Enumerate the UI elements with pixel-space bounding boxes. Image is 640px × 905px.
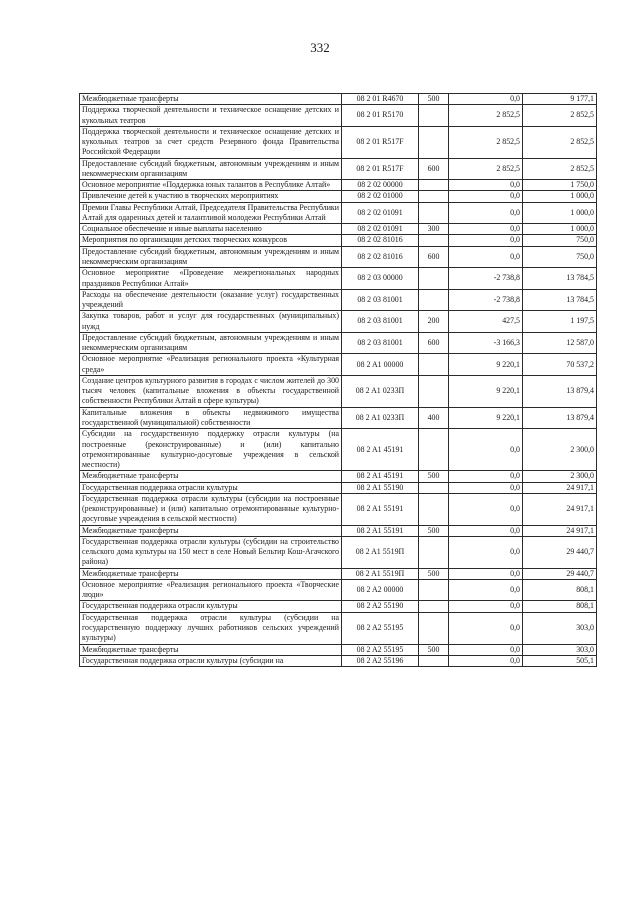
expense-name-cell: Мероприятия по организации детских творческих конкурсов [80, 235, 342, 246]
total-amount-cell: 24 917,1 [523, 482, 597, 493]
table-row [80, 354, 597, 376]
total-amount-cell: 303,0 [523, 644, 597, 655]
table-row [80, 246, 597, 268]
total-amount-cell: 12 587,0 [523, 332, 597, 354]
table-row [80, 568, 597, 579]
classification-code-cell: 08 2 A2 55195 [342, 644, 419, 655]
expense-type-cell [419, 375, 449, 407]
total-amount-cell: 303,0 [523, 612, 597, 644]
change-amount-cell: 0,0 [449, 224, 523, 235]
total-amount-cell: 1 000,0 [523, 224, 597, 235]
expense-type-cell: 300 [419, 224, 449, 235]
total-amount-cell: 1 197,5 [523, 311, 597, 333]
classification-code-cell: 08 2 03 81001 [342, 332, 419, 354]
change-amount-cell: 0,0 [449, 471, 523, 482]
expense-type-cell [419, 126, 449, 158]
expense-type-cell: 500 [419, 94, 449, 105]
expense-type-cell: 500 [419, 525, 449, 536]
expense-name-cell: Государственная поддержка отрасли культуры [80, 482, 342, 493]
change-amount-cell: -2 738,8 [449, 268, 523, 290]
table-row [80, 94, 597, 105]
expense-type-cell: 600 [419, 332, 449, 354]
change-amount-cell: 0,0 [449, 246, 523, 268]
change-amount-cell: 2 852,5 [449, 126, 523, 158]
expense-type-cell [419, 601, 449, 612]
total-amount-cell: 2 852,5 [523, 126, 597, 158]
table-row [80, 493, 597, 525]
expense-name-cell: Основное мероприятие «Реализация регионального проекта «Культурная среда» [80, 354, 342, 376]
total-amount-cell: 1 750,0 [523, 180, 597, 191]
expense-type-cell [419, 579, 449, 601]
expense-type-cell [419, 429, 449, 471]
total-amount-cell: 750,0 [523, 235, 597, 246]
expense-type-cell [419, 655, 449, 666]
expense-type-cell [419, 180, 449, 191]
classification-code-cell: 08 2 A2 55190 [342, 601, 419, 612]
expense-name-cell: Государственная поддержка отрасли культуры [80, 601, 342, 612]
table-row [80, 601, 597, 612]
change-amount-cell: 0,0 [449, 202, 523, 224]
total-amount-cell: 2 300,0 [523, 429, 597, 471]
classification-code-cell: 08 2 A2 55195 [342, 612, 419, 644]
classification-code-cell: 08 2 A1 5519П [342, 536, 419, 568]
expense-name-cell: Основное мероприятие «Реализация регионального проекта «Творческие люди» [80, 579, 342, 601]
table-row [80, 429, 597, 471]
table-row [80, 311, 597, 333]
change-amount-cell: 9 220,1 [449, 407, 523, 429]
total-amount-cell: 505,1 [523, 655, 597, 666]
classification-code-cell: 08 2 02 00000 [342, 180, 419, 191]
budget-table [79, 93, 597, 667]
change-amount-cell: 0,0 [449, 601, 523, 612]
expense-name-cell: Государственная поддержка отрасли культуры (субсидии на строительство сельского дома культуры на 150 мест в селе Новый Бельтир Кош-Агачского района) [80, 536, 342, 568]
expense-name-cell: Основное мероприятие «Поддержка юных талантов в Республике Алтай» [80, 180, 342, 191]
classification-code-cell: 08 2 02 01091 [342, 224, 419, 235]
classification-code-cell: 08 2 02 81016 [342, 235, 419, 246]
table-row [80, 224, 597, 235]
classification-code-cell: 08 2 A1 55191 [342, 525, 419, 536]
classification-code-cell: 08 2 01 R5170 [342, 105, 419, 127]
change-amount-cell: 0,0 [449, 612, 523, 644]
expense-name-cell: Межбюджетные трансферты [80, 568, 342, 579]
table-row [80, 268, 597, 290]
expense-type-cell [419, 105, 449, 127]
classification-code-cell: 08 2 A1 55190 [342, 482, 419, 493]
table-row [80, 289, 597, 311]
classification-code-cell: 08 2 02 01091 [342, 202, 419, 224]
change-amount-cell: 0,0 [449, 525, 523, 536]
expense-type-cell [419, 289, 449, 311]
expense-name-cell: Предоставление субсидий бюджетным, автономным учреждениям и иным некоммерческим организациям [80, 332, 342, 354]
expense-type-cell [419, 235, 449, 246]
change-amount-cell: 2 852,5 [449, 105, 523, 127]
expense-name-cell: Государственная поддержка отрасли культуры (субсидии на [80, 655, 342, 666]
total-amount-cell: 13 784,5 [523, 289, 597, 311]
expense-name-cell: Капитальные вложения в объекты недвижимого имущества государственной (муниципальной) собственности [80, 407, 342, 429]
expense-name-cell: Государственная поддержка отрасли культуры (субсидии на государственную поддержку лучших работников сельских учреждений культуры) [80, 612, 342, 644]
change-amount-cell: 0,0 [449, 482, 523, 493]
table-row [80, 332, 597, 354]
table-row [80, 235, 597, 246]
change-amount-cell: 0,0 [449, 429, 523, 471]
expense-name-cell: Межбюджетные трансферты [80, 471, 342, 482]
expense-type-cell [419, 191, 449, 202]
table-row [80, 536, 597, 568]
expense-name-cell: Закупка товаров, работ и услуг для государственных (муниципальных) нужд [80, 311, 342, 333]
table-row [80, 375, 597, 407]
expense-name-cell: Межбюджетные трансферты [80, 644, 342, 655]
table-row [80, 180, 597, 191]
classification-code-cell: 08 2 01 R517F [342, 126, 419, 158]
expense-name-cell: Межбюджетные трансферты [80, 94, 342, 105]
total-amount-cell: 70 537,2 [523, 354, 597, 376]
expense-name-cell: Социальное обеспечение и иные выплаты населению [80, 224, 342, 235]
change-amount-cell: 0,0 [449, 235, 523, 246]
expense-name-cell: Расходы на обеспечение деятельности (оказание услуг) государственных учреждений [80, 289, 342, 311]
expense-name-cell: Привлечение детей к участию в творческих мероприятиях [80, 191, 342, 202]
change-amount-cell: 0,0 [449, 191, 523, 202]
total-amount-cell: 2 300,0 [523, 471, 597, 482]
expense-name-cell: Основное мероприятие «Проведение межрегиональных народных праздников Республики Алтай» [80, 268, 342, 290]
expense-name-cell: Предоставление субсидий бюджетным, автономным учреждениям и иным некоммерческим организациям [80, 158, 342, 180]
table-row [80, 407, 597, 429]
expense-name-cell: Создание центров культурного развития в городах с числом жителей до 300 тысяч человек (капитальные вложения в объекты государственной собственности Республики Алтай в сфере культуры) [80, 375, 342, 407]
change-amount-cell: 427,5 [449, 311, 523, 333]
change-amount-cell: 0,0 [449, 655, 523, 666]
expense-type-cell [419, 354, 449, 376]
total-amount-cell: 750,0 [523, 246, 597, 268]
change-amount-cell: 0,0 [449, 94, 523, 105]
table-row [80, 105, 597, 127]
total-amount-cell: 24 917,1 [523, 525, 597, 536]
change-amount-cell: 2 852,5 [449, 158, 523, 180]
classification-code-cell: 08 2 01 R4670 [342, 94, 419, 105]
expense-name-cell: Поддержка творческой деятельности и техническое оснащение детских и кукольных театров за счет средств Резервного фонда Правительства Российской Федерации [80, 126, 342, 158]
classification-code-cell: 08 2 A2 00000 [342, 579, 419, 601]
classification-code-cell: 08 2 A1 45191 [342, 429, 419, 471]
expense-type-cell [419, 536, 449, 568]
total-amount-cell: 2 852,5 [523, 105, 597, 127]
expense-type-cell: 400 [419, 407, 449, 429]
expense-type-cell: 200 [419, 311, 449, 333]
table-row [80, 525, 597, 536]
change-amount-cell: 0,0 [449, 644, 523, 655]
expense-name-cell: Предоставление субсидий бюджетным, автономным учреждениям и иным некоммерческим организациям [80, 246, 342, 268]
expense-type-cell [419, 612, 449, 644]
classification-code-cell: 08 2 03 81001 [342, 311, 419, 333]
change-amount-cell: 9 220,1 [449, 375, 523, 407]
change-amount-cell: 0,0 [449, 579, 523, 601]
expense-type-cell [419, 493, 449, 525]
classification-code-cell: 08 2 A1 0233П [342, 407, 419, 429]
expense-name-cell: Премии Главы Республики Алтай, Председателя Правительства Республики Алтай для одаренных детей и талантливой молодежи Республики Алтай [80, 202, 342, 224]
total-amount-cell: 24 917,1 [523, 493, 597, 525]
classification-code-cell: 08 2 A1 0233П [342, 375, 419, 407]
change-amount-cell: 9 220,1 [449, 354, 523, 376]
classification-code-cell: 08 2 A1 45191 [342, 471, 419, 482]
classification-code-cell: 08 2 A2 55196 [342, 655, 419, 666]
table-row [80, 202, 597, 224]
classification-code-cell: 08 2 02 01000 [342, 191, 419, 202]
expense-type-cell [419, 268, 449, 290]
classification-code-cell: 08 2 A1 55191 [342, 493, 419, 525]
classification-code-cell: 08 2 03 81001 [342, 289, 419, 311]
table-row [80, 471, 597, 482]
total-amount-cell: 29 440,7 [523, 536, 597, 568]
table-row [80, 612, 597, 644]
change-amount-cell: 0,0 [449, 180, 523, 191]
total-amount-cell: 2 852,5 [523, 158, 597, 180]
table-row [80, 191, 597, 202]
total-amount-cell: 13 784,5 [523, 268, 597, 290]
table-row [80, 126, 597, 158]
expense-name-cell: Государственная поддержка отрасли культуры (субсидии на построенные (реконструированные) и (или) капитально отремонтированные культурно-досуговые учреждения в сельской местности) [80, 493, 342, 525]
total-amount-cell: 808,1 [523, 579, 597, 601]
expense-type-cell [419, 482, 449, 493]
classification-code-cell: 08 2 01 R517F [342, 158, 419, 180]
change-amount-cell: -3 166,3 [449, 332, 523, 354]
table-row [80, 158, 597, 180]
total-amount-cell: 13 879,4 [523, 375, 597, 407]
table-row [80, 482, 597, 493]
total-amount-cell: 29 440,7 [523, 568, 597, 579]
total-amount-cell: 9 177,1 [523, 94, 597, 105]
change-amount-cell: 0,0 [449, 568, 523, 579]
classification-code-cell: 08 2 A1 5519П [342, 568, 419, 579]
change-amount-cell: -2 738,8 [449, 289, 523, 311]
table-row [80, 579, 597, 601]
expense-name-cell: Субсидии на государственную поддержку отрасли культуры (на построенные (реконструированные) и (или) капитально отремонтированные культурно-досуговые учреждения в сельской местности) [80, 429, 342, 471]
expense-type-cell: 600 [419, 158, 449, 180]
total-amount-cell: 1 000,0 [523, 191, 597, 202]
expense-type-cell: 500 [419, 471, 449, 482]
classification-code-cell: 08 2 02 81016 [342, 246, 419, 268]
table-row [80, 644, 597, 655]
expense-type-cell: 500 [419, 568, 449, 579]
expense-type-cell: 500 [419, 644, 449, 655]
expense-name-cell: Межбюджетные трансферты [80, 525, 342, 536]
table-row [80, 655, 597, 666]
classification-code-cell: 08 2 03 00000 [342, 268, 419, 290]
budget-table-body [80, 94, 597, 667]
total-amount-cell: 13 879,4 [523, 407, 597, 429]
expense-type-cell: 600 [419, 246, 449, 268]
expense-type-cell [419, 202, 449, 224]
total-amount-cell: 808,1 [523, 601, 597, 612]
total-amount-cell: 1 000,0 [523, 202, 597, 224]
page-number: 332 [310, 40, 330, 55]
expense-name-cell: Поддержка творческой деятельности и техническое оснащение детских и кукольных театров [80, 105, 342, 127]
change-amount-cell: 0,0 [449, 493, 523, 525]
classification-code-cell: 08 2 A1 00000 [342, 354, 419, 376]
change-amount-cell: 0,0 [449, 536, 523, 568]
